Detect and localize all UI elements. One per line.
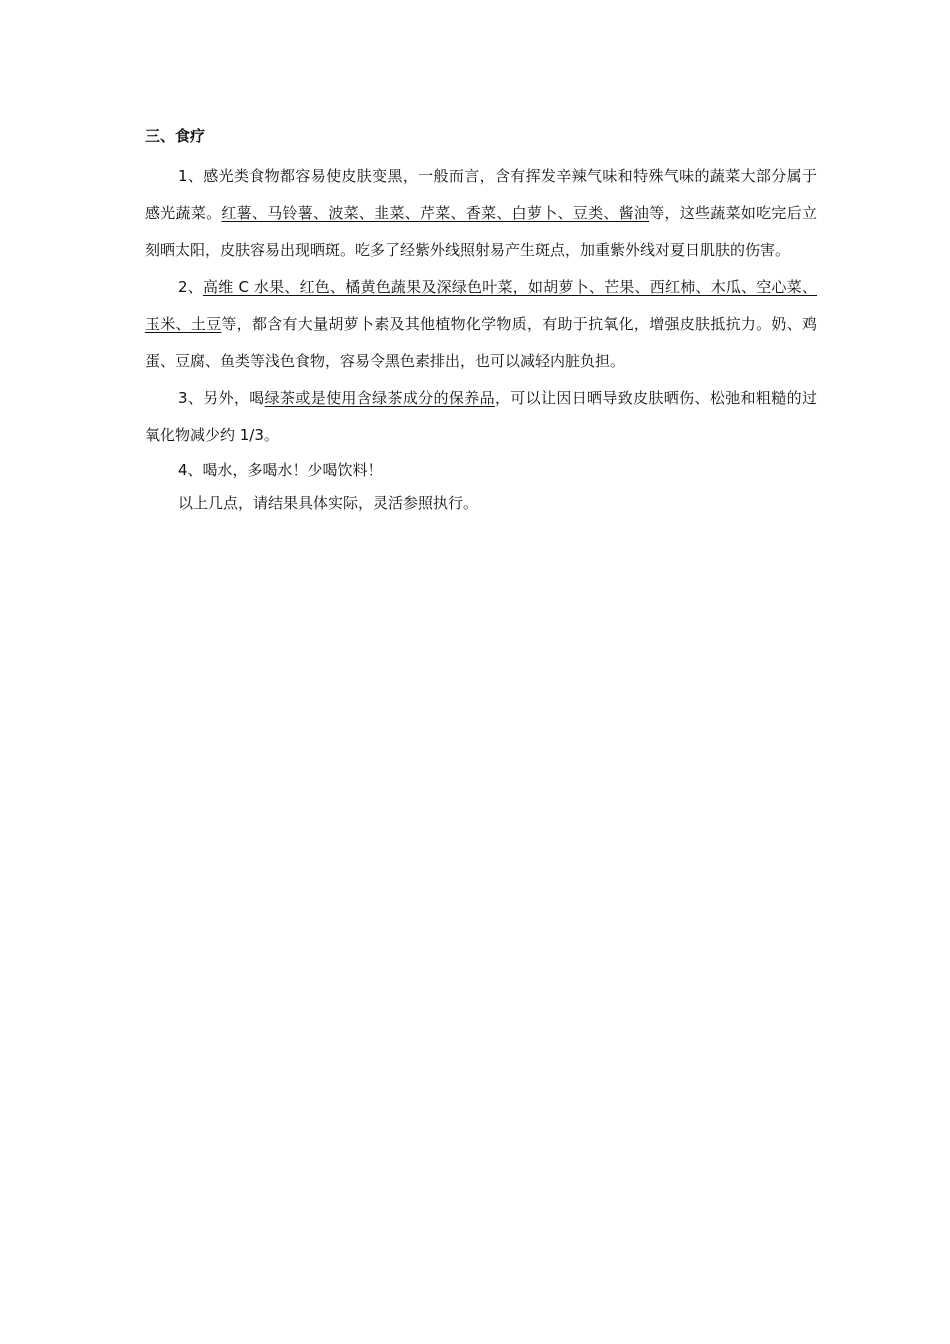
p2-prefix: 2、	[178, 278, 203, 296]
p3-rest: ，可以让因日晒导致皮肤晒伤、松弛和粗糙的过氧化物减少约 1/3。	[145, 389, 817, 444]
p3-prefix: 3、另外，喝	[178, 389, 265, 407]
p2-rest: 等，都含有大量胡萝卜素及其他植物化学物质，有助于抗氧化，增强皮肤抵抗力。奶、鸡蛋、豆腐、鱼类等浅色食物，容易令黑色素排出，也可以减轻内脏负担。	[145, 315, 817, 370]
paragraph-photosensitive-foods	[145, 158, 817, 269]
p1-intro: 1、感光类食物都容易使皮肤变黑，一般而言，含有挥发辛辣气味和特殊气味的蔬菜大部分属于感光蔬菜。	[145, 167, 817, 222]
p2-underlined-foods: 高维 C 水果、红色、橘黄色蔬果及深绿色叶菜，如胡萝卜、芒果、西红柿、木瓜、空心菜、玉米、土豆	[145, 278, 818, 333]
p3-underlined-green-tea: 绿茶或是使用含绿茶成分的保养品	[264, 389, 495, 407]
document-body	[145, 122, 817, 520]
closing-note: 以上几点，请结果具体实际，灵活参照执行。	[178, 494, 479, 512]
paragraph-green-tea	[145, 380, 817, 454]
p1-underlined-foods: 红薯、马铃薯、波菜、韭菜、芹菜、香菜、白萝卜、豆类、酱油	[221, 204, 650, 222]
section-heading: 三、食疗	[145, 127, 206, 145]
paragraph-drink-water: 4、喝水，多喝水！少喝饮料！	[178, 461, 383, 479]
p1-rest: 等，这些蔬菜如吃完后立刻晒太阳，皮肤容易出现晒斑。吃多了经紫外线照射易产生斑点，加重紫外线对夏日肌肤的伤害。	[145, 204, 817, 259]
paragraph-antioxidant-foods	[145, 269, 817, 380]
